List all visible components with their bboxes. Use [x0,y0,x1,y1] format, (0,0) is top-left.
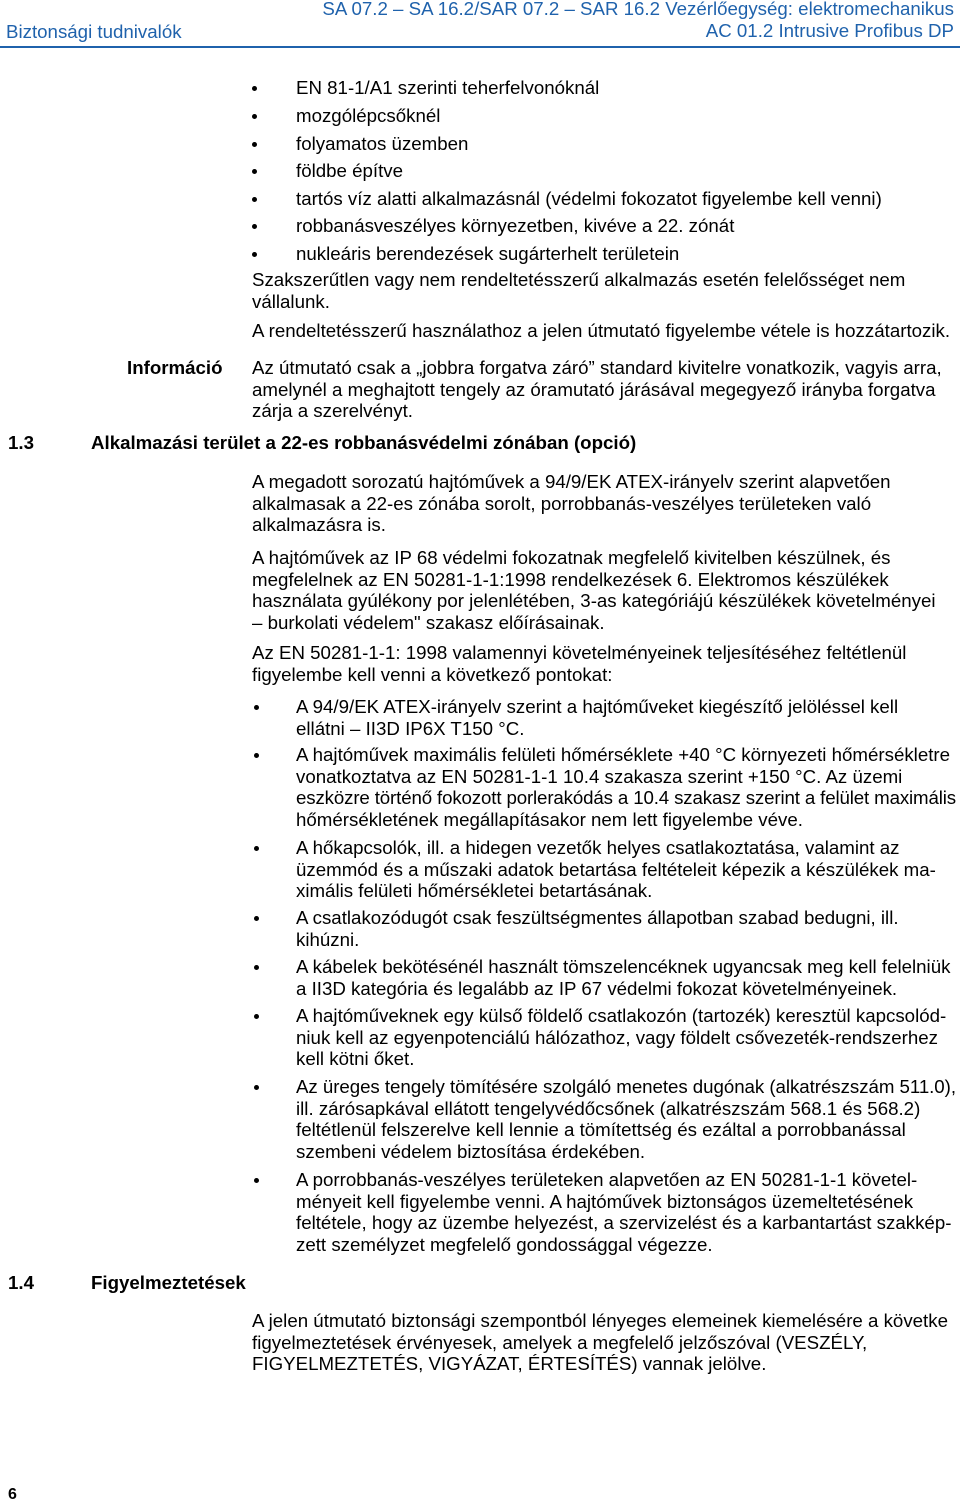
list-item-text: földbe építve [296,160,404,181]
list-item-line: A kábelek bekötésénél használt tömszelencéknek ugyancsak meg kell felelniük [296,956,951,977]
list-item-text: EN 81-1/A1 szerinti teherfelvonóknál [296,77,600,98]
header-product-line-2: AC 01.2 Intrusive Profibus DP [705,20,954,41]
list-item [296,243,679,265]
list-item-line: feltétele, hogy az üzembe helyezést, a szervizelést és a karbantartást szakkép- [296,1212,952,1234]
list-item [296,696,898,739]
warnings-paragraph [252,1310,948,1375]
list-item-line: kell kötni őket. [296,1048,415,1070]
list-item-line: vonatkoztatva az EN 50281-1-1 10.4 szakasza szerint +150 °C. Az üzemi [296,765,903,787]
list-item [296,160,403,182]
list-item-text: robbanásveszélyes környezetben, kivéve a 22. zónát [296,215,735,236]
bullet-icon [252,197,257,202]
list-item [296,907,899,950]
list-item [296,1076,956,1162]
bullet-icon [254,1014,259,1019]
paragraph-line: A megadott sorozatú hajtóművek a 94/9/EK ATEX-irányelv szerint alapvetően [252,471,891,492]
list-item-line: ill. zárósapkával ellátott tengelyvédőcsőnek (alkatrészszám 568.1 és 568.2) [296,1097,921,1119]
paragraph-line: alkalmazásra is. [252,514,386,536]
section-title: Alkalmazási terület a 22-es robbanásvédelmi zónában (opció) [91,432,637,453]
bullet-icon [254,916,259,921]
list-item [296,77,599,99]
list-item [296,105,440,127]
info-paragraph [252,357,942,422]
bullet-icon [254,753,259,758]
section-heading-1-4 [0,1272,960,1294]
section-paragraph [252,471,891,536]
section-title: Figyelmeztetések [91,1272,246,1293]
bullet-icon [254,1178,259,1183]
paragraph-line: vállalunk. [252,290,330,312]
list-item [296,1169,951,1255]
list-item-line: zett személyzet megfelelő gondossággal végezze. [296,1233,713,1255]
list-item-line: feltétlenül felszerelve kell lennie a tömítettség és ezáltal a porrobbanással [296,1119,906,1141]
list-item-line: Az üreges tengely tömítésére szolgáló menetes dugónak (alkatrészszám 511.0), [296,1076,956,1097]
list-item [296,744,956,830]
paragraph-line: amelynél a meghajtott tengely az óramutató járásával megegyező irányba forgatva [252,378,936,400]
list-item-line: niuk kell az egyenpotenciálú hálózathoz, vagy földelt csővezeték-rendszerhez [296,1026,938,1048]
paragraph-line: Szakszerűtlen vagy nem rendeltetésszerű alkalmazás esetén felelősséget nem [252,269,906,290]
info-label: Információ [127,357,223,378]
section-paragraph [252,547,936,633]
bullet-icon [252,224,257,229]
list-item-line: A hajtóműveknek egy külső földelő csatlakozón (tartozék) keresztül kapcsolód- [296,1005,947,1026]
paragraph-line: megfelelnek az EN 50281-1-1:1998 rendelkezések 6. Elektromos készülékek [252,568,889,590]
list-item-line: A csatlakozódugót csak feszültségmentes állapotban szabad bedugni, ill. [296,907,899,928]
section-heading-1-3 [0,432,960,454]
list-item [296,215,734,237]
bullet-icon [254,965,259,970]
paragraph-line: FIGYELMEZTETÉS, VIGYÁZAT, ÉRTESÍTÉS) vannak jelölve. [252,1353,767,1375]
list-item [296,1005,946,1070]
bullet-icon [252,114,257,119]
list-item-line: A porrobbanás-veszélyes területeken alapvetően az EN 50281-1-1 követel- [296,1169,918,1190]
list-item [296,133,468,155]
paragraph-line: zárja a szerelvényt. [252,400,413,422]
bullet-icon [252,252,257,257]
paragraph-line: Az EN 50281-1-1: 1998 valamennyi követelményeinek teljesítéséhez feltétlenül [252,642,907,663]
section-paragraph [252,642,906,685]
list-item-line: üzemmód és a műszaki adatok betartása feltételeit képezik a készülékek ma- [296,858,936,880]
list-item-line: A hőkapcsolók, ill. a hidegen vezetők helyes csatlakoztatása, valamint az [296,837,900,858]
paragraph-line: figyelmeztetések érvényesek, amelyek a megfelelő jelzőszóval (VESZÉLY, [252,1331,868,1353]
list-item-text: folyamatos üzemben [296,133,469,154]
list-item [296,188,882,210]
list-item-line: szembeni védelem biztosítása érdekében. [296,1140,646,1162]
list-item [296,956,950,999]
paragraph-line: A rendeltetésszerű használathoz a jelen útmutató figyelembe vétele is hozzátartozik. [252,320,951,341]
paragraph-line: alkalmasak a 22-es zónába sorolt, porrobbanás-veszélyes területeken való [252,492,872,514]
intended-use-paragraph [252,320,950,342]
list-item-line: A hajtóművek maximális felületi hőmérséklete +40 °C környezeti hőmérsékletre [296,744,951,765]
header-section-title: Biztonsági tudnivalók [6,21,182,42]
list-item-text: nukleáris berendezések sugárterhelt területein [296,243,680,264]
list-item-line: hőmérsékletének megállapításakor nem lett figyelembe véve. [296,808,803,830]
paragraph-line: A hajtóművek az IP 68 védelmi fokozatnak megfelelő kivitelben készülnek, és [252,547,891,568]
list-item [296,837,936,902]
list-item-line: kihúzni. [296,928,360,950]
list-item-text: mozgólépcsőknél [296,105,441,126]
bullet-icon [254,1085,259,1090]
paragraph-line: figyelembe kell venni a következő pontokat: [252,663,613,685]
list-item-line: ellátni – II3D IP6X T150 °C. [296,717,525,739]
bullet-icon [252,86,257,91]
section-number: 1.3 [8,432,34,453]
bullet-icon [254,705,259,710]
paragraph-line: Az útmutató csak a „jobbra forgatva záró” standard kivitelre vonatkozik, vagyis arra, [252,357,942,378]
paragraph-line: használata gyúlékony por jelenlétében, 3-as kategóriájú készülékek követelményei [252,590,936,612]
bullet-icon [252,142,257,147]
list-item-line: ményeit kell figyelembe venni. A hajtóművek biztonságos üzemeltetésének [296,1190,914,1212]
paragraph-line: – burkolati védelem" szakasz előírásainak. [252,611,605,633]
header-rule [0,46,960,48]
page-number: 6 [8,1486,17,1503]
list-item-line: A 94/9/EK ATEX-irányelv szerint a hajtóműveket kiegészítő jelöléssel kell [296,696,899,717]
paragraph-line: A jelen útmutató biztonsági szempontból lényeges elemeinek kiemelésére a követke [252,1310,948,1331]
list-item-text: tartós víz alatti alkalmazásnál (védelmi fokozatot figyelembe kell venni) [296,188,882,209]
header-product-line-1: SA 07.2 – SA 16.2/SAR 07.2 – SAR 16.2 Vezérlőegység: elektromechanikus [322,0,954,19]
bullet-icon [254,846,259,851]
liability-paragraph [252,269,905,312]
section-number: 1.4 [8,1272,34,1293]
list-item-line: a II3D kategória és legalább az IP 67 védelmi fokozat követelményeinek. [296,977,898,999]
bullet-icon [252,169,257,174]
list-item-line: ximális felületi hőmérsékletei betartásának. [296,880,653,902]
list-item-line: eszközre történő fokozott porlerakódás a 10.4 szakasz szerint a felület maximális [296,787,956,809]
